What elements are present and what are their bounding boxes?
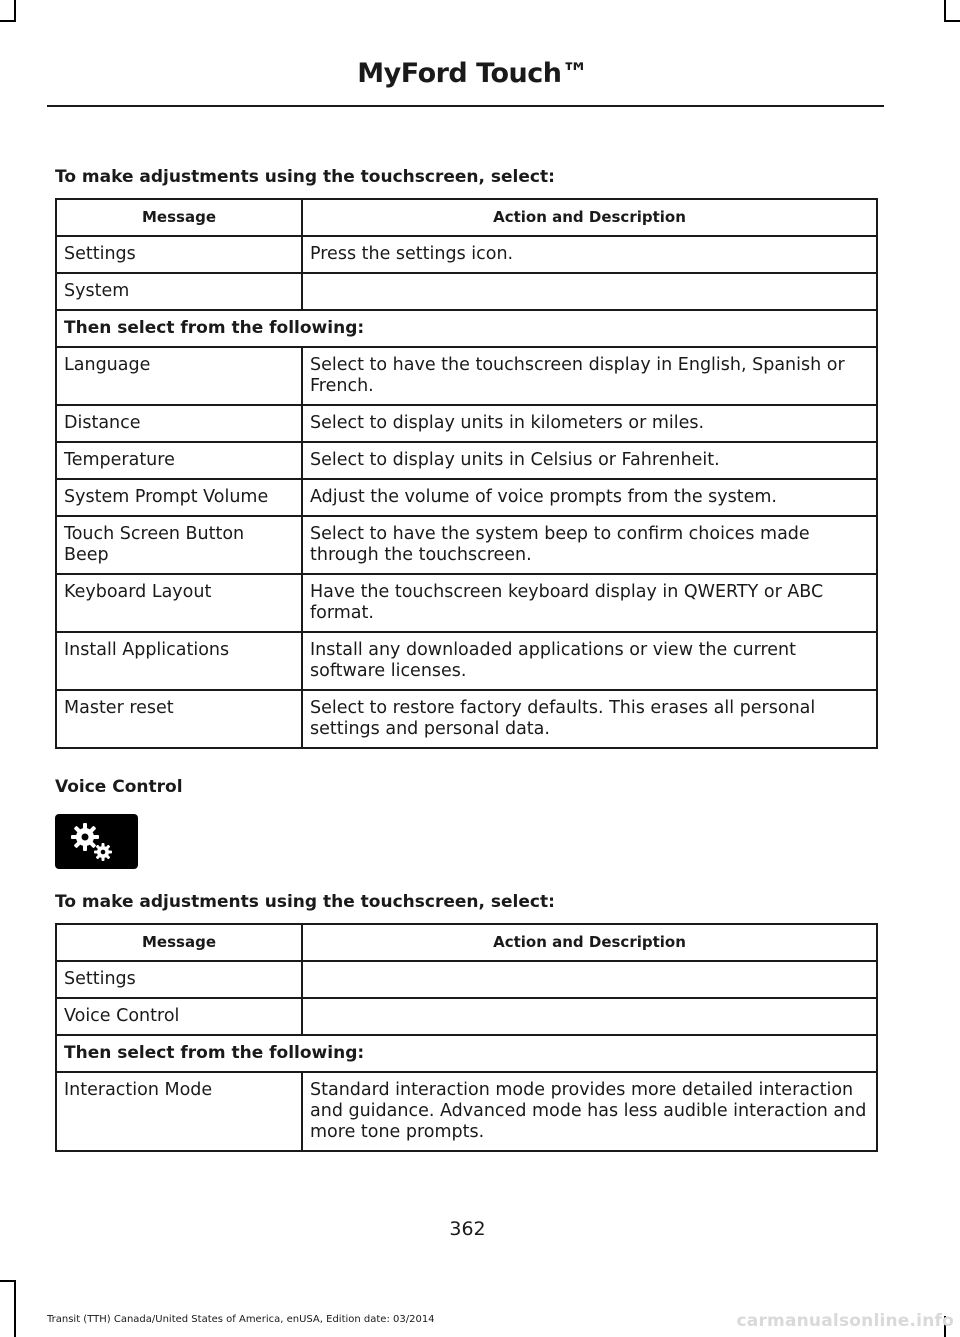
message-cell: Keyboard Layout	[56, 574, 302, 632]
section-intro: To make adjustments using the touchscreen, select:	[55, 892, 555, 912]
message-cell: Settings	[56, 961, 302, 998]
column-header-action: Action and Description	[302, 199, 877, 236]
column-header-message: Message	[56, 199, 302, 236]
section-intro: To make adjustments using the touchscreen, select:	[55, 167, 555, 187]
action-cell: Select to display units in kilometers or miles.	[302, 405, 877, 442]
table-row	[56, 347, 877, 405]
message-cell: System Prompt Volume	[56, 479, 302, 516]
action-cell	[302, 273, 877, 310]
table-row	[56, 690, 877, 748]
message-cell: Install Applications	[56, 632, 302, 690]
voice-control-table	[55, 923, 878, 1152]
table-row	[56, 1072, 877, 1151]
table-row	[56, 442, 877, 479]
page-number: 362	[449, 1218, 486, 1240]
action-cell: Select to restore factory defaults. This erases all personal settings and personal data.	[302, 690, 877, 748]
crop-mark	[0, 1280, 16, 1282]
column-header-message: Message	[56, 924, 302, 961]
table-row	[56, 236, 877, 273]
column-header-action: Action and Description	[302, 924, 877, 961]
table-row	[56, 632, 877, 690]
edition-footer: Transit (TTH) Canada/United States of America, enUSA, Edition date: 03/2014	[47, 1314, 435, 1325]
settings-table	[55, 198, 878, 749]
table-row	[56, 961, 877, 998]
message-cell: Settings	[56, 236, 302, 273]
crop-mark	[944, 20, 960, 22]
action-cell: Select to have the system beep to confirm choices made through the touchscreen.	[302, 516, 877, 574]
table-header-row	[56, 199, 877, 236]
table-row	[56, 1035, 877, 1072]
action-cell: Standard interaction mode provides more detailed interaction and guidance. Advanced mode has less audible interaction and more tone prompts.	[302, 1072, 877, 1151]
table-row	[56, 273, 877, 310]
action-cell: Install any downloaded applications or view the current software licenses.	[302, 632, 877, 690]
table-row	[56, 998, 877, 1035]
action-cell: Have the touchscreen keyboard display in QWERTY or ABC format.	[302, 574, 877, 632]
crop-mark	[14, 0, 16, 22]
message-cell: Master reset	[56, 690, 302, 748]
table-header-row	[56, 924, 877, 961]
crop-mark	[14, 1280, 16, 1337]
action-cell: Press the settings icon.	[302, 236, 877, 273]
action-cell	[302, 998, 877, 1035]
section-heading: Voice Control	[55, 777, 183, 797]
table-row	[56, 310, 877, 347]
table-row	[56, 574, 877, 632]
action-cell: Select to have the touchscreen display in English, Spanish or French.	[302, 347, 877, 405]
message-cell: System	[56, 273, 302, 310]
message-cell: Temperature	[56, 442, 302, 479]
table-row	[56, 516, 877, 574]
settings-gears-icon	[55, 814, 138, 869]
action-cell: Adjust the volume of voice prompts from the system.	[302, 479, 877, 516]
table-row	[56, 479, 877, 516]
watermark: carmanualsonline.info	[736, 1311, 954, 1331]
crop-mark	[944, 0, 946, 22]
crop-mark	[0, 20, 16, 22]
table-row	[56, 405, 877, 442]
action-cell: Select to display units in Celsius or Fahrenheit.	[302, 442, 877, 479]
message-cell: Voice Control	[56, 998, 302, 1035]
page-title: MyFord Touch™	[357, 58, 588, 89]
message-cell: Interaction Mode	[56, 1072, 302, 1151]
message-cell: Touch Screen Button Beep	[56, 516, 302, 574]
message-cell: Distance	[56, 405, 302, 442]
action-cell	[302, 961, 877, 998]
select-following-row: Then select from the following:	[56, 310, 877, 347]
select-following-row: Then select from the following:	[56, 1035, 877, 1072]
message-cell: Language	[56, 347, 302, 405]
header-divider	[47, 105, 884, 107]
